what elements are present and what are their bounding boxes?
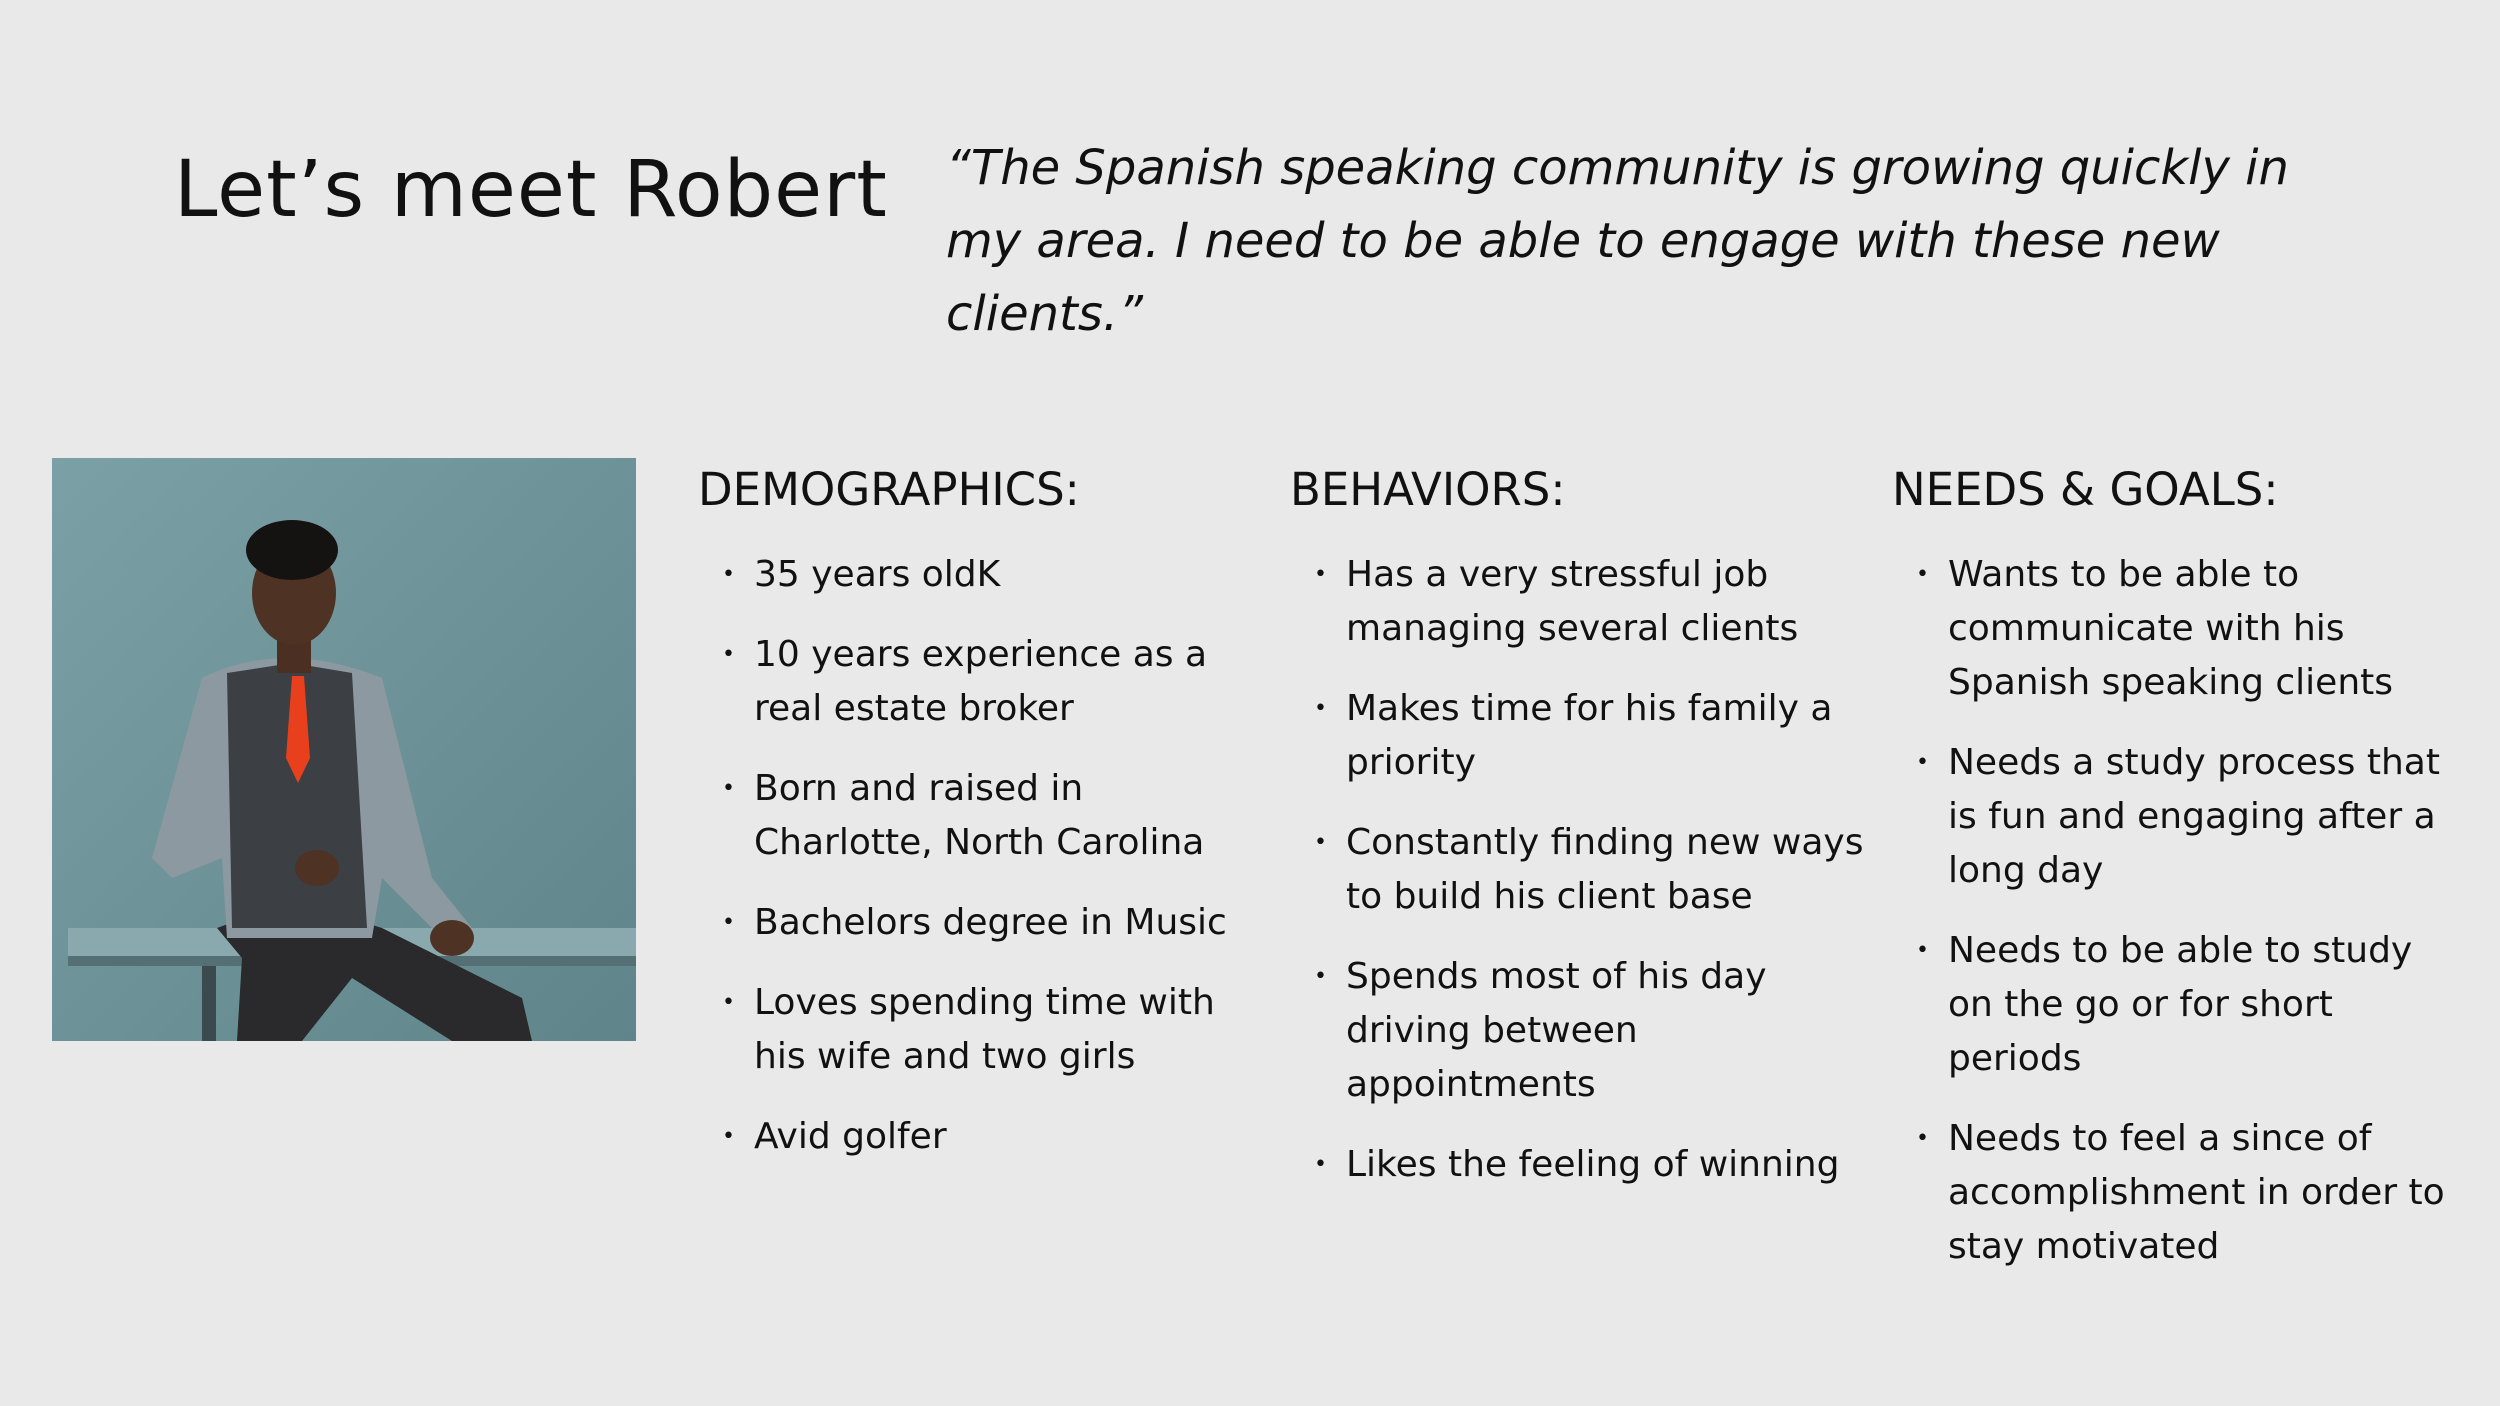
list-item-text: Makes time for his family a priority [1346,688,1833,783]
bullet-icon: • [1314,1152,1327,1177]
list-item-text: 35 years oldK [754,554,1001,595]
list-item [698,976,1258,1084]
list-item [698,548,1258,602]
persona-quote: “The Spanish speaking community is growing quickly in my area. I need to be able to engage with these new clients.” [946,140,2289,342]
bullet-icon: • [1916,938,1929,963]
list-item-text: Needs a study process that is fun and engaging after a long day [1948,742,2440,891]
list-item [698,628,1258,736]
list-item [1290,1138,1870,1192]
bullet-icon: • [1314,696,1327,721]
needs-goals-heading: NEEDS & GOALS: [1892,463,2279,516]
bullet-icon: • [722,776,735,801]
list-item [698,1110,1258,1164]
list-item [698,762,1258,870]
bullet-icon: • [722,642,735,667]
list-item-text: Loves spending time with his wife and two girls [754,982,1215,1077]
list-item-text: Likes the feeling of winning [1346,1144,1840,1185]
list-item [1892,1112,2452,1274]
list-item-text: Wants to be able to communicate with his Spanish speaking clients [1948,554,2394,703]
list-item [1290,816,1870,924]
bullet-icon: • [1916,1126,1929,1151]
bullet-icon: • [1314,562,1327,587]
behaviors-heading: BEHAVIORS: [1290,463,1566,516]
bullet-icon: • [722,1124,735,1149]
list-item-text: Avid golfer [754,1116,947,1157]
list-item-text: Bachelors degree in Music [754,902,1227,943]
page-title: Let’s meet Robert [174,145,888,235]
list-item-text: Spends most of his day driving between appointments [1346,956,1767,1105]
list-item [1892,736,2452,898]
demographics-heading: DEMOGRAPHICS: [698,463,1080,516]
list-item-text: Needs to be able to study on the go or for short periods [1948,930,2413,1079]
demographics-list [698,548,1258,1164]
bullet-icon: • [1916,750,1929,775]
bullet-icon: • [1314,830,1327,855]
list-item-text: Constantly finding new ways to build his client base [1346,822,1864,917]
list-item [1290,682,1870,790]
bullet-icon: • [1314,964,1327,989]
list-item [1290,950,1870,1112]
demographics-section [698,460,1258,1190]
list-item-text: Needs to feel a since of accomplishment in order to stay motivated [1948,1118,2445,1267]
bullet-icon: • [722,990,735,1015]
behaviors-section [1290,460,1870,1218]
persona-photo [52,458,636,1041]
list-item [1290,548,1870,656]
needs-goals-section [1892,460,2452,1300]
list-item [1892,924,2452,1086]
list-item-text: Born and raised in Charlotte, North Carolina [754,768,1205,863]
list-item [698,896,1258,950]
list-item-text: Has a very stressful job managing several clients [1346,554,1799,649]
bullet-icon: • [1916,562,1929,587]
needs-goals-list [1892,548,2452,1274]
bullet-icon: • [722,910,735,935]
list-item-text: 10 years experience as a real estate broker [754,634,1208,729]
behaviors-list [1290,548,1870,1192]
list-item [1892,548,2452,710]
bullet-icon: • [722,562,735,587]
